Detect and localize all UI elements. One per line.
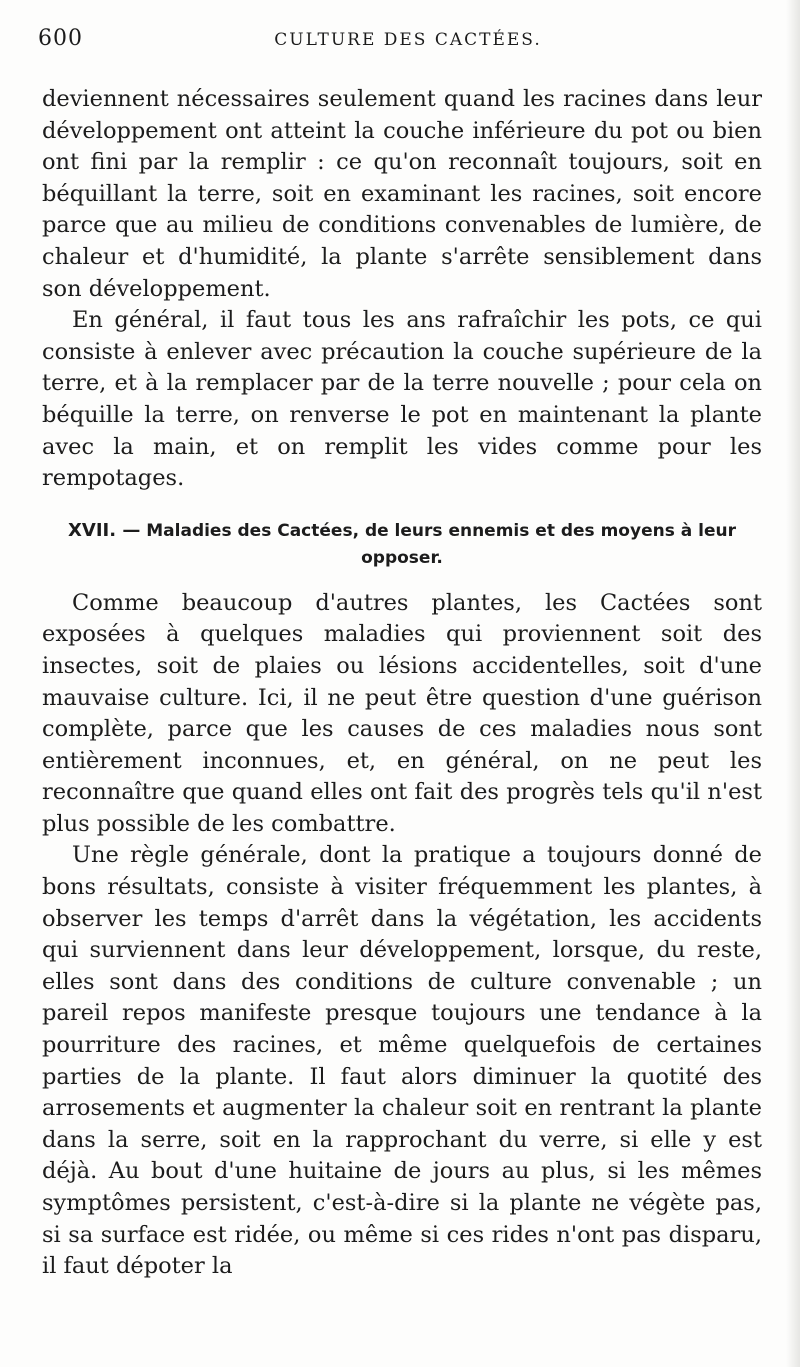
paragraph-continued: deviennent nécessaires seulement quand les racines dans leur développement ont atteint la couche inférieure du pot ou bien ont fini par la remplir : ce qu'on reconnaît toujours, soit en béquillant la terre, soit en examinant les racines, soit encore parce que au milieu de conditions convenables de lumière, de chaleur et d'humidité, la plante s'arrête sensiblement dans son développement. (42, 86, 762, 302)
running-title: CULTURE DES CACTÉES. (274, 30, 542, 50)
body-text (42, 84, 762, 1283)
paragraph-regle-generale: Une règle générale, dont la pratique a toujours donné de bons résultats, consiste à visiter fréquemment les plantes, à observer les temps d'arrêt dans la végétation, les accidents qui surviennent dans leur développement, lorsque, du reste, elles sont dans des conditions de culture convenable ; un pareil repos manifeste presque toujours une tendance à la pourriture des racines, et même quelquefois de certaines parties de la plante. Il faut alors diminuer la quotité des arrosements et augmenter la chaleur soit en rentrant la plante dans la serre, soit en la rapprochant du verre, si elle y est déjà. Au bout d'une huitaine de jours au plus, si les mêmes symptômes persistent, c'est-à-dire si la plante ne végète pas, si sa surface est ridée, ou même si ces rides n'ont pas disparu, il faut dépoter la (42, 842, 762, 1280)
page-number: 600 (38, 26, 83, 51)
section-title: Maladies des Cactées, de leurs ennemis et des moyens à leur opposer. (146, 520, 736, 568)
scan-page-edge (786, 0, 800, 1367)
section-number: XVII. — (68, 519, 141, 541)
paragraph-maladies: Comme beaucoup d'autres plantes, les Cactées sont exposées à quelques maladies qui proviennent soit des insectes, soit de plaies ou lésions accidentelles, soit d'une mauvaise culture. Ici, il ne peut être question d'une guérison complète, parce que les causes de ces maladies nous sont entièrement inconnues, et, en général, on ne peut les reconnaître que quand elles ont fait des progrès tels qu'il n'est plus possible de les combattre. (42, 589, 762, 837)
paragraph-rafraichir: En général, il faut tous les ans rafraîchir les pots, ce qui consiste à enlever avec précaution la couche supérieure de la terre, et à la remplacer par de la terre nouvelle ; pour cela on béquille la terre, on renverse le pot en maintenant la plante avec la main, et on remplit les vides comme pour les rempotages. (42, 307, 762, 492)
page-header (38, 26, 778, 66)
section-heading (42, 517, 762, 572)
